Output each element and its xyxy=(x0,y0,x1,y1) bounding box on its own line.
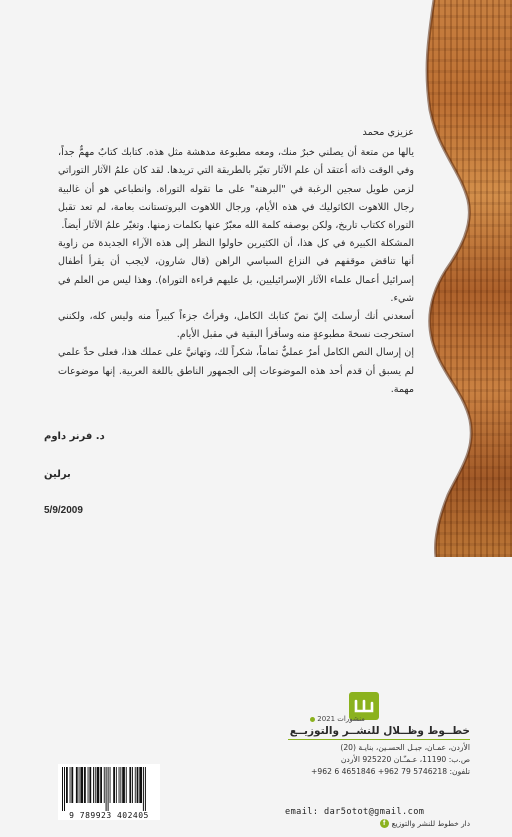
wavy-edge-shape xyxy=(420,0,512,557)
facebook-icon: f xyxy=(380,819,389,828)
address-line: ص.ب: 11190، عـمـّـان 925220 الأردن xyxy=(340,755,470,764)
signature-date: 5/9/2009 xyxy=(44,505,83,516)
publication-year: منشورات 2021 xyxy=(308,715,365,723)
signature-city: برلين xyxy=(44,469,71,480)
letter-paragraph: يالها من متعة أن يصلني خبرٌ منك، ومعه مطبوعة مدهشة مثل هذه. كتابك كتابٌ مهمٌّ جداً، وفي الوقت ذاته أعتقد أن علم الآثار تغيّر بالطريقة التي تريدها. لقد كان علمُ الآثار التوراتي لزمن طويل سجين الرغبة في "البرهنة" على ما تقوله التوراة. وانطباعي هو أن غالبية رجال اللاهوت الكاثوليك في هذه الأيام، ورجال اللاهوت البروتستانت بعامة، لم تعد تقبل التوراة ككتاب تاريخ، ولكن بوصفه كلمة الله معبّرٌ عنها بكلمات زمنها. وتغيّر علمُ الآثار أيضاً. xyxy=(58,147,414,232)
logo-glyph-icon xyxy=(353,697,375,715)
publisher-email: email: dar5otot@gmail.com xyxy=(285,807,425,817)
publisher-name: خطــوط وظــلال للنشــر والتوزيــع xyxy=(288,725,470,740)
cover-image-strip xyxy=(420,0,512,557)
letter-paragraph: المشكلة الكبيرة في كل هذا، أن الكثيرين حاولوا النظر إلى هذه الآراء الجديدة من زاوية أنها تناقض موقفهم في النزاع السياسي الراهن (قال شارون، لايجب أن يقرأ أطفال إسرائيل أعمال علماء الآثار الإسرائيليين، بل عليهم قراءة التوراة). وهذا ليس من العلم في شيء. xyxy=(58,238,414,304)
letter-paragraph: إن إرسال النص الكامل أمرٌ عمليٌّ تماماً، شكراً لك، وتهانيَّ على عملك هذا، فعلى حدِّ علمي لم يسبق أن قدم أحد هذه الموضوعات إلى الجمهور الناطق باللغة العربية. إنها موضوعات مهمة. xyxy=(58,347,414,395)
letter-paragraph: أسعدني أنك أرسلتَ إليّ نصّ كتابك الكامل، وقرأتُ جزءاً كبيراً منه وليس كله، ولكنني استخرجت نسخةَ مطبوعةٍ منه وسأقرأ البقية في مقبل الأيام. xyxy=(58,311,414,341)
isbn-number: 9 789923 402405 xyxy=(58,811,160,820)
isbn-barcode xyxy=(58,764,160,820)
signature-name: د. فرنر داوم xyxy=(44,431,105,442)
address-line: الأردن، عمـان، جبـل الحسـين، بنايـة (20) xyxy=(340,743,470,752)
facebook-line xyxy=(300,819,470,828)
letter-greeting: عزيزي محمد xyxy=(362,127,414,138)
phone-line: تلفون: 5746218 79 962+ 4651846 6 962+ xyxy=(311,767,470,776)
barcode-bars xyxy=(60,767,158,811)
bullet-icon xyxy=(310,717,315,722)
letter-body xyxy=(58,124,414,399)
facebook-page-name: دار خطوط للنشر والتوزيع xyxy=(391,819,470,828)
